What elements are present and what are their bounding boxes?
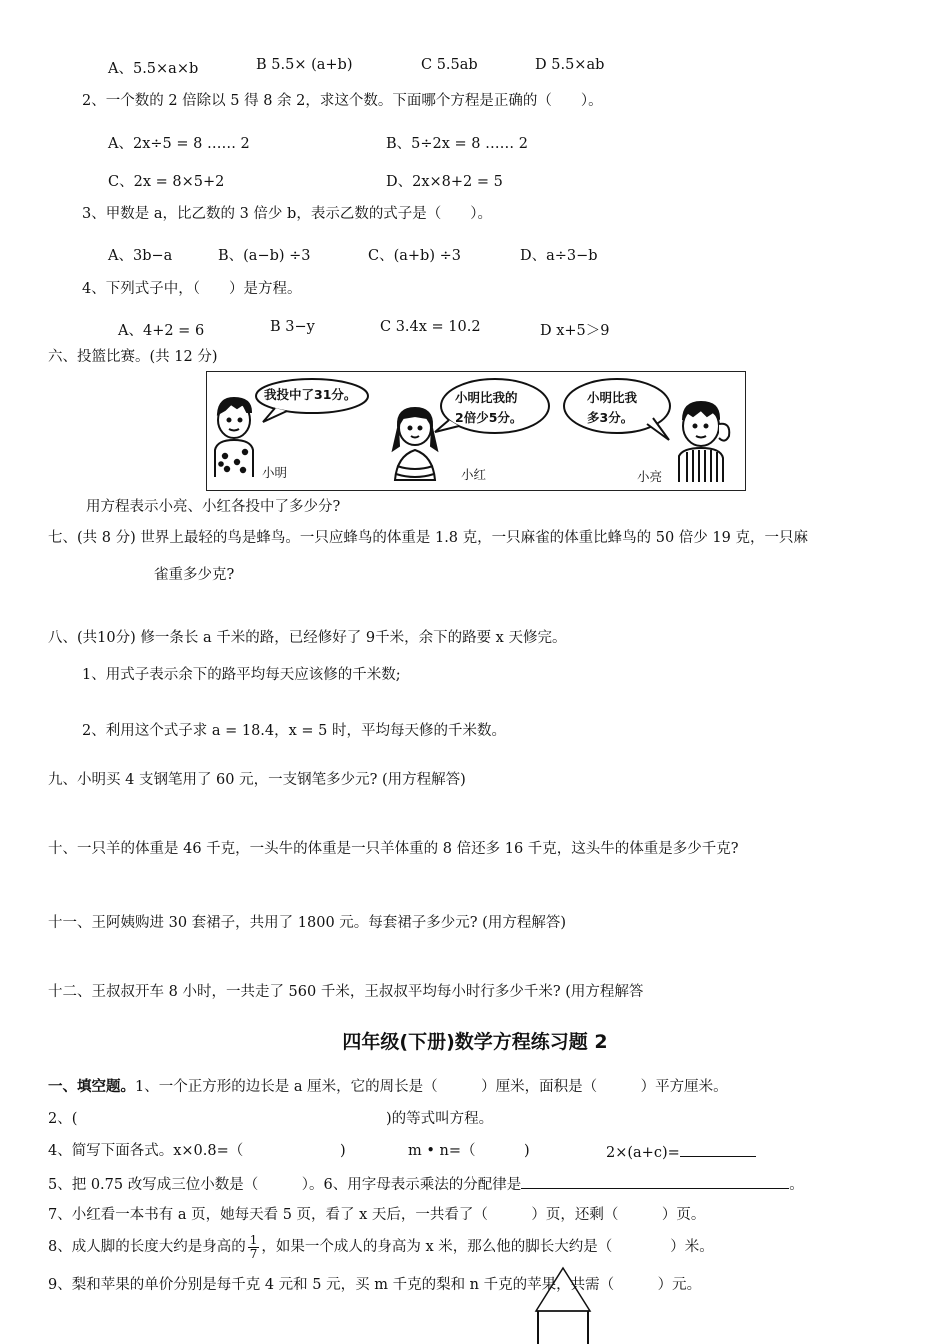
question-2: 2、一个数的 2 倍除以 5 得 8 余 2，求这个数。下面哪个方程是正确的（ ）。 xyxy=(82,93,603,109)
xiaoming-figure xyxy=(215,398,253,477)
part2-line-3-d: ) xyxy=(524,1143,530,1159)
q4-option-c: C 3.4x = 10.2 xyxy=(380,319,481,335)
q3-option-b: B、(a−b) ÷3 xyxy=(218,248,311,264)
period: 。 xyxy=(789,1177,804,1193)
part2-line-2-start: 2、( xyxy=(48,1111,78,1127)
section-8-question-1: 1、用式子表示余下的路平均每天应该修的千米数; xyxy=(82,667,401,683)
section-9: 九、小明买 4 支钢笔用了 60 元，一支钢笔多少元? (用方程解答) xyxy=(48,772,466,788)
q1-option-c: C 5.5ab xyxy=(421,57,478,73)
section-8-question-2: 2、利用这个式子求 a = 18.4，x = 5 时，平均每天修的千米数。 xyxy=(82,723,507,739)
q3-option-d: D、a÷3−b xyxy=(520,248,598,264)
name-label-xiaoming: 小明 xyxy=(262,465,288,480)
q3-option-a: A、3b−a xyxy=(108,248,173,264)
question-3: 3、甲数是 a，比乙数的 3 倍少 b，表示乙数的式子是（ ）。 xyxy=(82,206,493,222)
fraction-numerator: 1 xyxy=(249,1232,258,1247)
name-label-xiaohong: 小红 xyxy=(461,467,487,482)
part2-line-5: 7、小红看一本书有 a 页，她每天看 5 页，看了 x 天后，一共看了（ ）页，还剩（ ）页。 xyxy=(48,1207,706,1223)
bubble-1-text: 我投中了31分。 xyxy=(264,387,357,402)
question-4: 4、下列式子中，（ ）是方程。 xyxy=(82,281,302,297)
answer-blank-2[interactable] xyxy=(521,1176,789,1189)
bubble-3-line-1: 小明比我 xyxy=(587,390,638,405)
q4-option-d: D x+5＞9 xyxy=(540,323,610,339)
part2-line-7: 9、梨和苹果的单价分别是每千克 4 元和 5 元，买 m 千克的梨和 n 千克的苹果，共需（ ）元。 xyxy=(48,1277,702,1293)
part2-line-4 xyxy=(48,1176,804,1193)
q2-option-d: D、2x×8+2 = 5 xyxy=(386,174,503,190)
section-6-question: 用方程表示小亮、小红各投中了多少分? xyxy=(86,499,341,515)
xiaoliang-figure xyxy=(679,402,729,482)
part2-line-3-c: m • n=（ xyxy=(408,1143,476,1159)
fraction-one-seventh xyxy=(248,1234,260,1260)
q2-option-a: A、2x÷5 = 8 …… 2 xyxy=(108,136,250,152)
bubble-3-line-2: 多3分。 xyxy=(587,410,634,425)
q3-option-c: C、(a+b) ÷3 xyxy=(368,248,461,264)
q4-option-b: B 3−y xyxy=(270,319,315,335)
q1-option-d: D 5.5×ab xyxy=(535,57,605,73)
q1-option-a: A、5.5×a×b xyxy=(108,61,199,77)
fill-blank-heading: 一、填空题。 xyxy=(48,1079,135,1095)
worksheet-2-title: 四年级(下册)数学方程练习题 2 xyxy=(342,1031,608,1053)
part2-line-3-a: 4、简写下面各式。x×0.8=（ xyxy=(48,1143,244,1159)
section-12: 十二、王叔叔开车 8 小时，一共走了 560 千米，王叔叔平均每小时行多少千米? (用方程解答 xyxy=(48,984,644,1000)
bubble-2-line-1: 小明比我的 xyxy=(455,390,518,405)
part2-line-2-end: )的等式叫方程。 xyxy=(386,1111,494,1127)
section-11: 十一、王阿姨购进 30 套裙子，共用了 1800 元。每套裙子多少元? (用方程解答) xyxy=(48,915,566,931)
q2-option-b: B、5÷2x = 8 …… 2 xyxy=(386,136,528,152)
bubble-2-line-2: 2倍少5分。 xyxy=(455,410,523,425)
part2-q8-end: ，如果一个成人的身高为 x 米，那么他的脚长大约是（ ）米。 xyxy=(261,1239,714,1255)
part2-q1: 1、一个正方形的边长是 a 厘米，它的周长是（ ）厘米，面积是（ ）平方厘米。 xyxy=(135,1079,728,1095)
section-7-line-1: 七、(共 8 分) 世界上最轻的鸟是蜂鸟。一只应蜂鸟的体重是 1.8 克，一只麻雀的体重比蜂鸟的 50 倍少 19 克，一只麻 xyxy=(48,530,808,546)
fraction-denominator: 7 xyxy=(249,1246,258,1261)
part2-line-1 xyxy=(48,1080,728,1095)
part2-q5-q6: 5、把 0.75 改写成三位小数是（ ）。6、用字母表示乘法的分配律是 xyxy=(48,1177,522,1193)
q2-option-c: C、2x = 8×5+2 xyxy=(108,174,225,190)
part2-q8-start: 8、成人脚的长度大约是身高的 xyxy=(48,1239,246,1255)
xiaohong-figure xyxy=(393,408,437,480)
section-7-line-2: 雀重多少克? xyxy=(154,567,235,583)
q4-option-a: A、4+2 = 6 xyxy=(118,323,205,339)
answer-blank-1[interactable] xyxy=(680,1144,756,1157)
basketball-cartoon-illustration xyxy=(206,371,746,491)
section-8-heading: 八、(共10分) 修一条长 a 千米的路，已经修好了 9千米，余下的路要 x 天修完。 xyxy=(48,630,567,646)
part2-line-6 xyxy=(48,1232,714,1262)
name-label-xiaoliang: 小亮 xyxy=(637,469,663,484)
part2-line-3-e xyxy=(606,1144,756,1161)
expand-expression: 2×(a+c)= xyxy=(606,1145,680,1161)
house-shape-drawing xyxy=(530,1265,596,1344)
q1-option-b: B 5.5× (a+b) xyxy=(256,57,353,73)
part2-line-3-b: ) xyxy=(340,1143,346,1159)
section-10: 十、一只羊的体重是 46 千克，一头牛的体重是一只羊体重的 8 倍还多 16 千克，这头牛的体重是多少千克? xyxy=(48,841,739,857)
section-6-heading: 六、投篮比赛。(共 12 分) xyxy=(48,349,218,365)
